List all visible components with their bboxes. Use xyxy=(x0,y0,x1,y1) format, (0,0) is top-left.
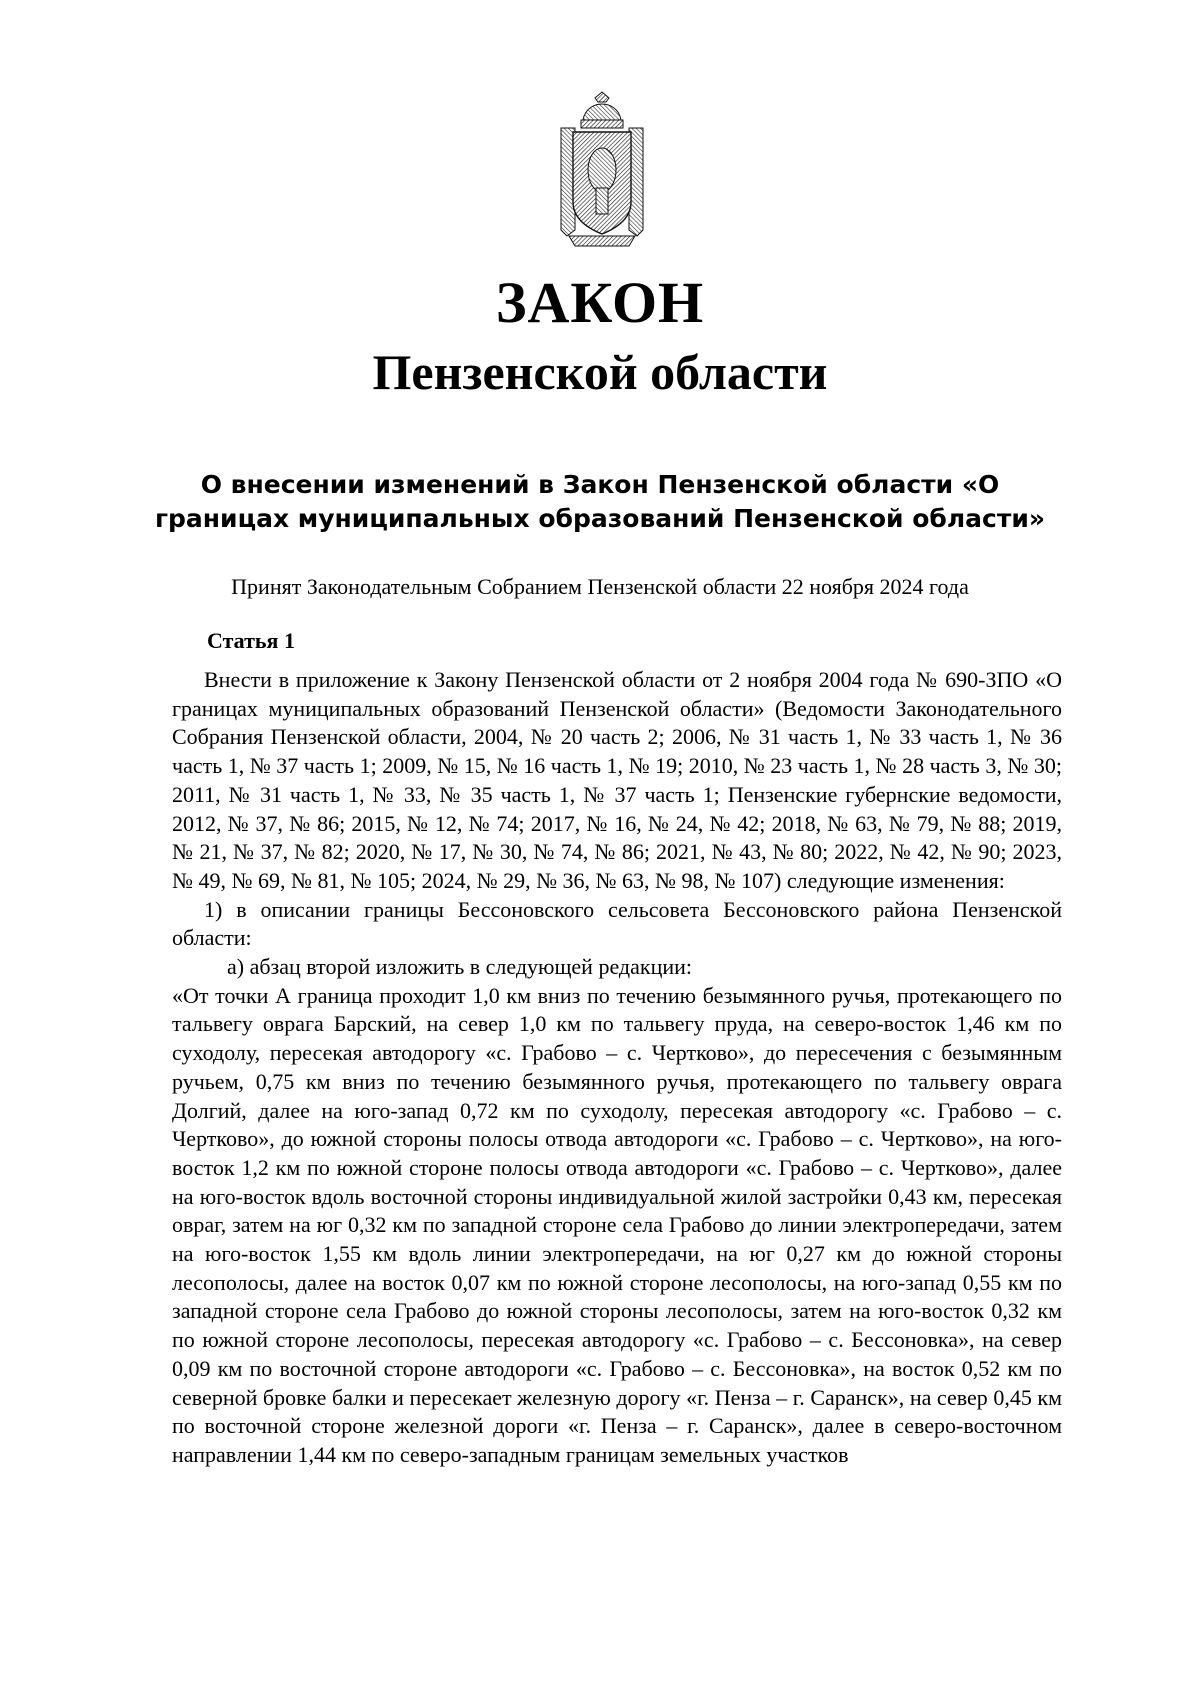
document-title: ЗАКОН xyxy=(495,270,705,335)
law-name: О внесении изменений в Закон Пензенской области «О границах муниципальных образований Пензенской области» xyxy=(154,470,1046,533)
paragraph-boundary-description: «От точки А граница проходит 1,0 км вниз по течению безымянного ручья, протекающего по тальвегу оврага Барский, на север 1,0 км по тальвегу пруда, на северо-восток 1,46 км по суходолу, пересекая автодорогу «с. Грабово – с. Чертково», до пересечения с безымянным ручьем, 0,75 км вниз по течению безымянного ручья, протекающего по тальвегу оврага Долгий, далее на юго-запад 0,72 км по суходолу, пересекая автодорогу «с. Грабово – с. Чертково», до южной стороны полосы отвода автодороги «с. Грабово – с. Чертково», на юго-восток 1,2 км по южной стороне полосы отвода автодороги «с. Грабово – с. Чертково», далее на юго-восток вдоль восточной стороны индивидуальной жилой застройки 0,43 км, пересекая овраг, затем на юг 0,32 км по западной стороне села Грабово до линии электропередачи, затем на юго-восток 1,55 км вдоль линии электропередачи, на юг 0,27 км до южной стороны лесополосы, далее на восток 0,07 км по южной стороне лесополосы, на юго-запад 0,55 км по западной стороне села Грабово до южной стороны лесополосы, затем на юго-восток 0,32 км по южной стороне лесополосы, пересекая автодорогу «с. Грабово – с. Бессоновка», на север 0,09 км по восточной стороне автодороги «с. Грабово – с. Бессоновка», на восток 0,52 км по северной бровке балки и пересекает железную дорогу «г. Пенза – г. Саранск», на север 0,45 км по восточной стороне железной дороги «г. Пенза – г. Саранск», далее в северо-восточном направлении 1,44 км по северо-западным границам земельных участков xyxy=(172,982,1062,1467)
paragraph-intro: Внести в приложение к Закону Пензенской области от 2 ноября 2004 года № 690-ЗПО «О границах муниципальных образований Пензенской области» (Ведомости Законодательного Собрания Пензенской области, 2004, № 20 часть 2; 2006, № 31 часть 1, № 33 часть 1, № 36 часть 1, № 37 часть 1; 2009, № 15, № 16 часть 1, № 19; 2010, № 23 часть 1, № 28 часть 3, № 30; 2011, № 31 часть 1, № 33, № 35 часть 1, № 37 часть 1; Пензенские губернские ведомости, 2012, № 37, № 86; 2015, № 12, № 74; 2017, № 16, № 24, № 42; 2018, № 63, № 79, № 88; 2019, № 21, № 37, № 82; 2020, № 17, № 30, № 74, № 86; 2021, № 43, № 80; 2022, № 42, № 90; 2023, № 49, № 69, № 81, № 105; 2024, № 29, № 36, № 63, № 98, № 107) следующие изменения: xyxy=(172,667,1062,893)
paragraph-subitem-a: а) абзац второй изложить в следующей редакции: xyxy=(227,954,692,980)
article-heading: Статья 1 xyxy=(207,628,295,653)
penza-oblast-coat-of-arms-icon xyxy=(555,90,649,248)
paragraph-item-1: 1) в описании границы Бессоновского сельсовета Бессоновского района Пензенской области: xyxy=(172,896,1062,951)
adoption-line: Принят Законодательным Собранием Пензенской области 22 ноября 2024 года xyxy=(231,574,969,599)
article-body xyxy=(172,666,1062,1470)
document-subtitle: Пензенской области xyxy=(372,344,828,400)
